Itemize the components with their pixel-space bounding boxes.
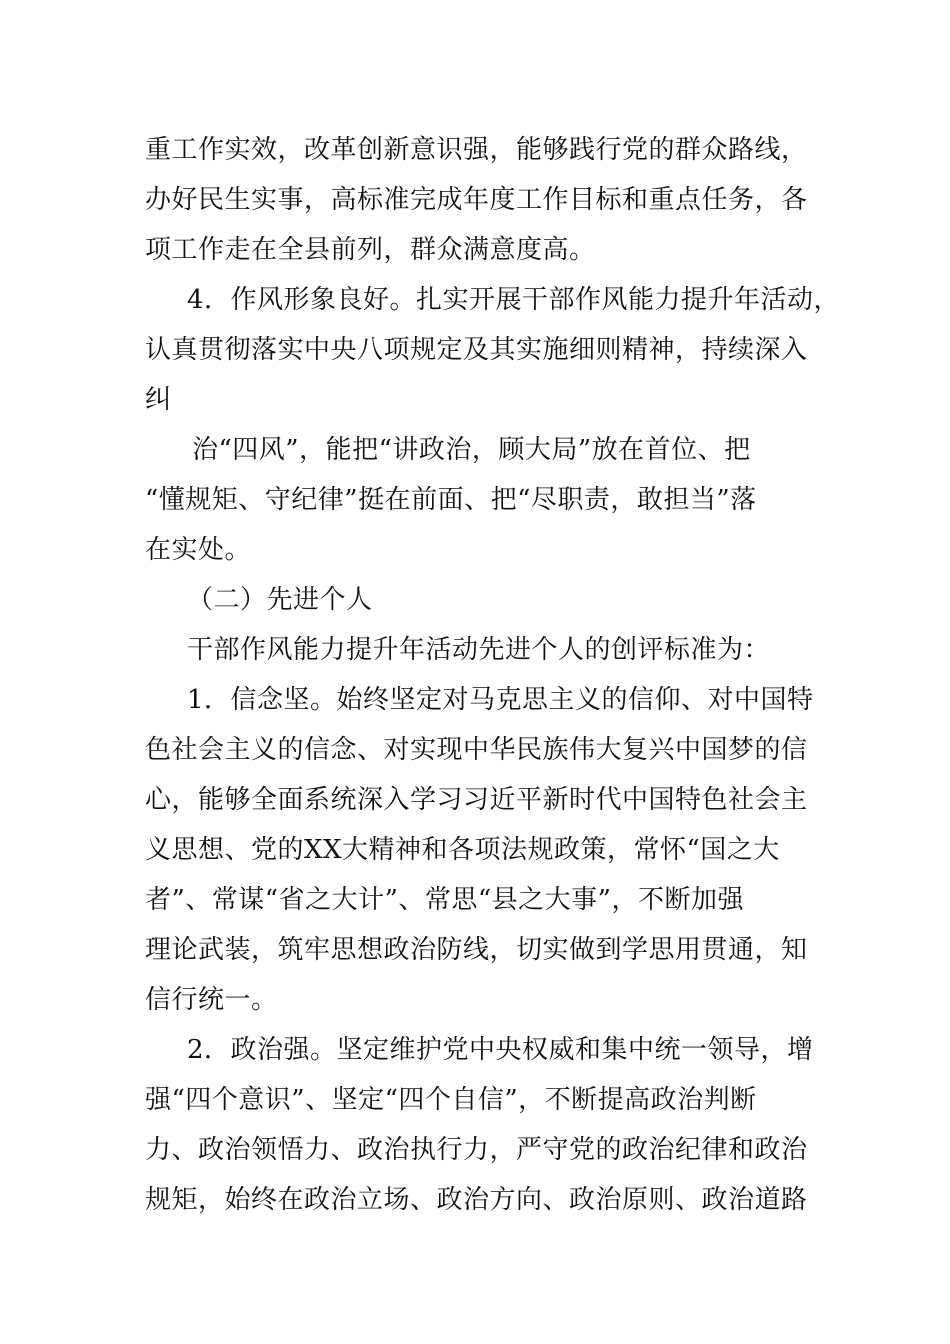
text-line: 义思想、党的XX大精神和各项法规政策，常怀“国之大 [145, 835, 780, 865]
text-line: 项工作走在全县前列，群众满意度高。 [145, 235, 596, 265]
text-line: 色社会主义的信念、对实现中华民族伟大复兴中国梦的信 [145, 735, 808, 765]
section-heading: （二）先进个人 [187, 585, 373, 615]
text-line: 2．政治强。坚定维护党中央权威和集中统一领导，增 [187, 1035, 814, 1065]
text-line: 4．作风形象良好。扎实开展干部作风能力提升年活动， [187, 285, 841, 315]
text-line: 者”、常谋“省之大计”、常思“县之大事”，不断加强 [145, 885, 744, 915]
text-line: 重工作实效，改革创新意识强，能够践行党的群众路线， [145, 135, 808, 165]
text-line: 信行统一。 [145, 985, 278, 1015]
text-line: 心，能够全面系统深入学习习近平新时代中国特色社会主 [145, 785, 808, 815]
text-line: 强“四个意识”、坚定“四个自信”，不断提高政治判断 [145, 1085, 757, 1115]
text-line: 办好民生实事，高标准完成年度工作目标和重点任务，各 [145, 185, 808, 215]
text-line: 纠 [145, 385, 172, 415]
text-line: 理论武装，筑牢思想政治防线，切实做到学思用贯通，知 [145, 935, 808, 965]
text-line: 干部作风能力提升年活动先进个人的创评标准为： [187, 635, 771, 665]
text-line: 治“四风”，能把“讲政治，顾大局”放在首位、把 [192, 435, 751, 465]
text-line: 规矩，始终在政治立场、政治方向、政治原则、政治道路 [145, 1185, 808, 1215]
text-line: 认真贯彻落实中央八项规定及其实施细则精神，持续深入 [145, 335, 808, 365]
text-line: 1．信念坚。始终坚定对马克思主义的信仰、对中国特 [187, 685, 814, 715]
text-line: “懂规矩、守纪律”挺在前面、把“尽职责，敢担当”落 [145, 485, 757, 515]
text-line: 在实处。 [145, 535, 252, 565]
text-line: 力、政治领悟力、政治执行力，严守党的政治纪律和政治 [145, 1135, 808, 1165]
